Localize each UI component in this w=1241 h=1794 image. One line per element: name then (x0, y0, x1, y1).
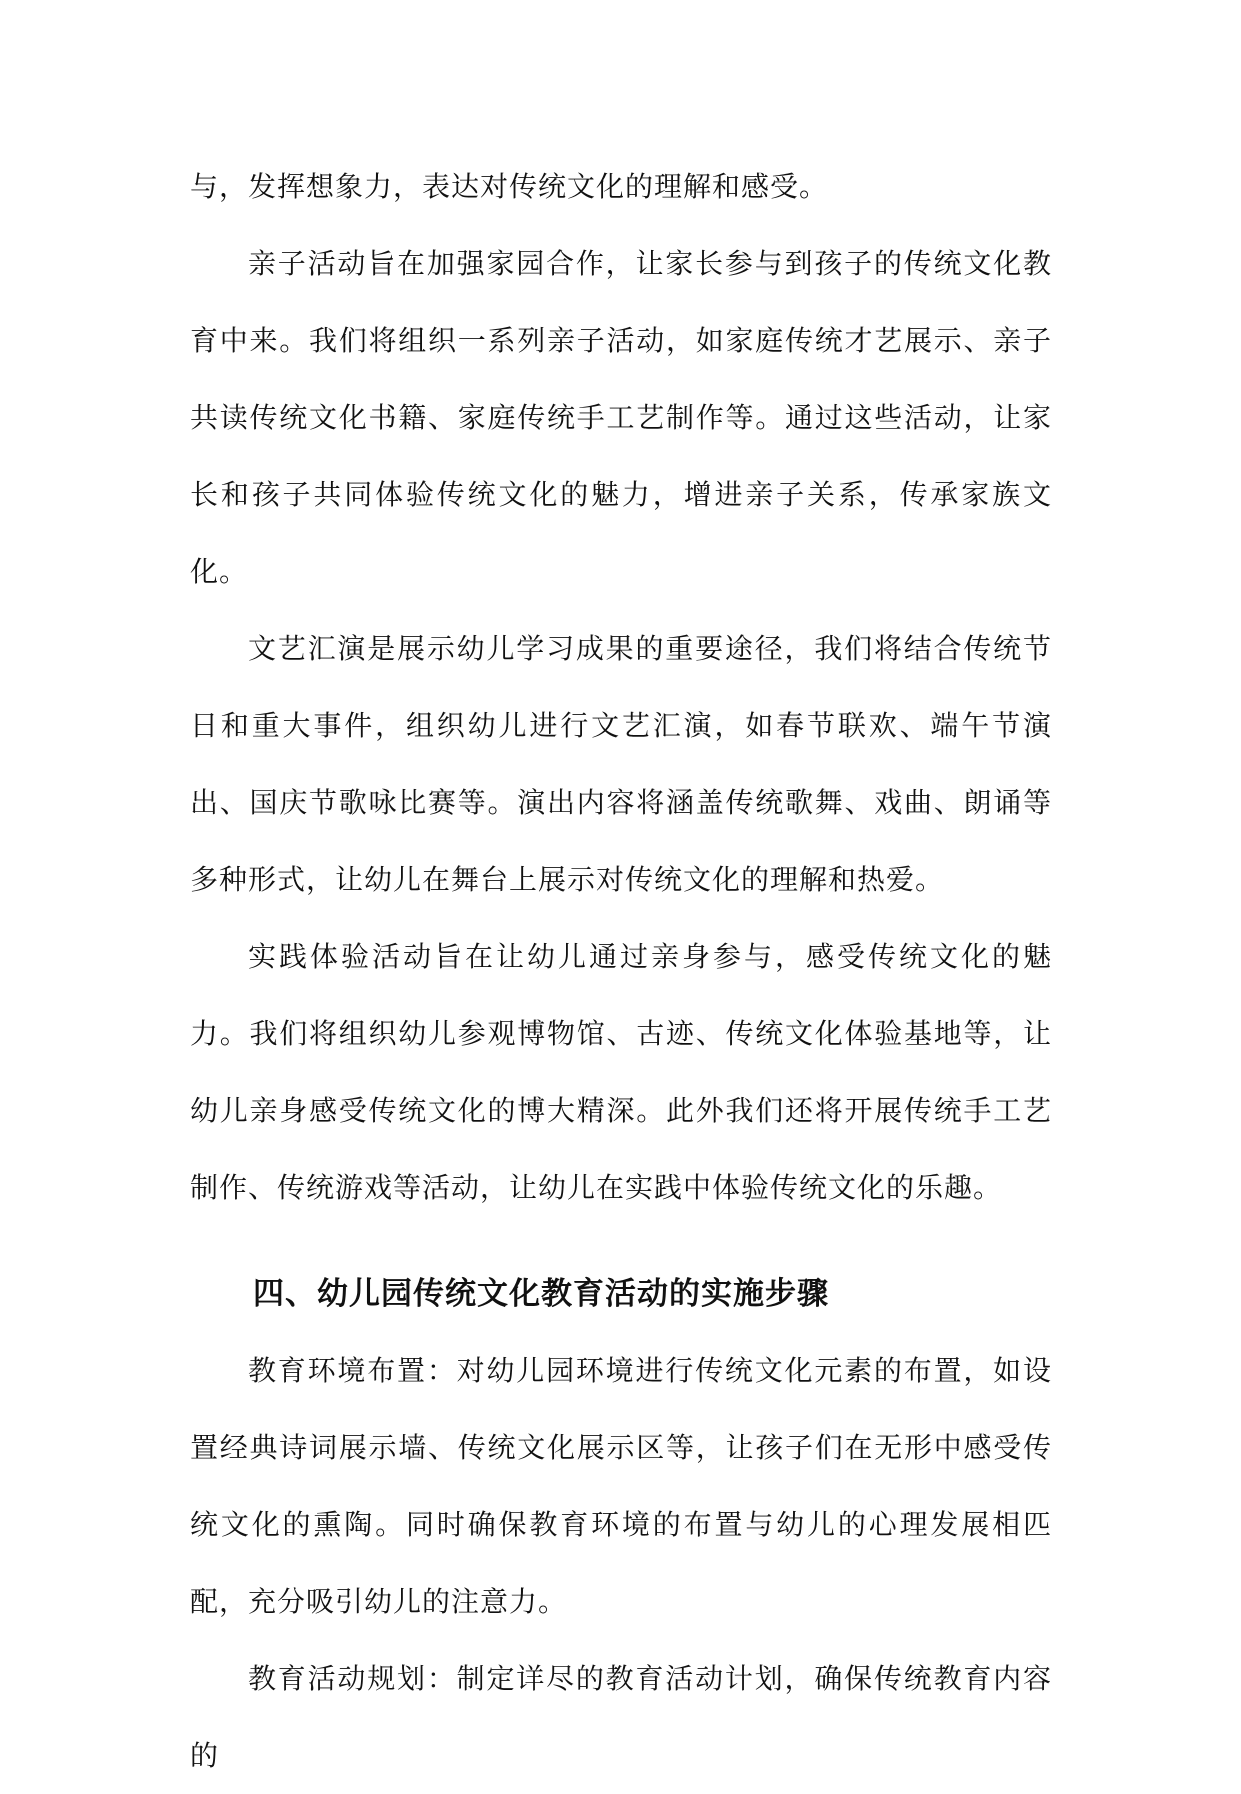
document-body (190, 148, 1052, 1794)
paragraph-continuation: 与，发挥想象力，表达对传统文化的理解和感受。 (190, 170, 829, 203)
paragraph-art-performance: 文艺汇演是展示幼儿学习成果的重要途径，我们将结合传统节日和重大事件，组织幼儿进行文艺汇演，如春节联欢、端午节演出、国庆节歌咏比赛等。演出内容将涵盖传统歌舞、戏曲、朗诵等多种形式，让幼儿在舞台上展示对传统文化的理解和热爱。 (190, 632, 1052, 896)
paragraph-parent-child-activities: 亲子活动旨在加强家园合作，让家长参与到孩子的传统文化教育中来。我们将组织一系列亲子活动，如家庭传统才艺展示、亲子共读传统文化书籍、家庭传统手工艺制作等。通过这些活动，让家长和孩子共同体验传统文化的魅力，增进亲子关系，传承家族文化。 (190, 247, 1052, 588)
paragraph-practice-experience: 实践体验活动旨在让幼儿通过亲身参与，感受传统文化的魅力。我们将组织幼儿参观博物馆、古迹、传统文化体验基地等，让幼儿亲身感受传统文化的博大精深。此外我们还将开展传统手工艺制作、传统游戏等活动，让幼儿在实践中体验传统文化的乐趣。 (190, 940, 1052, 1204)
paragraph-activity-planning: 教育活动规划：制定详尽的教育活动计划，确保传统教育内容的 (190, 1662, 1052, 1772)
paragraph-environment-setup: 教育环境布置：对幼儿园环境进行传统文化元素的布置，如设置经典诗词展示墙、传统文化展示区等，让孩子们在无形中感受传统文化的熏陶。同时确保教育环境的布置与幼儿的心理发展相匹配，充分吸引幼儿的注意力。 (190, 1354, 1052, 1618)
section-heading: 四、幼儿园传统文化教育活动的实施步骤 (253, 1276, 829, 1312)
